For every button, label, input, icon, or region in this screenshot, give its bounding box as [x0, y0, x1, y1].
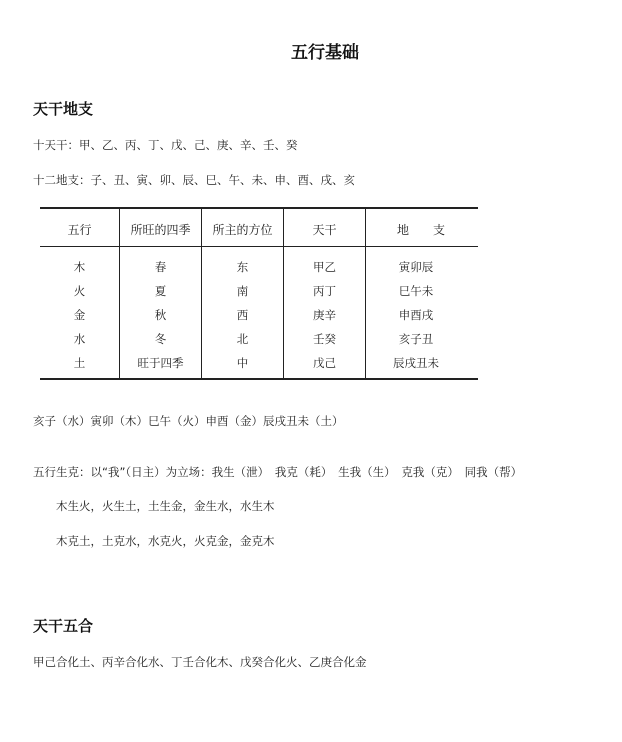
- table-cell: 巳午未: [398, 284, 434, 298]
- table-cell: 火: [73, 284, 86, 298]
- heading-tiangan-wuhe: 天干五合: [33, 617, 94, 635]
- heading-tiangan-dizhi: 天干地支: [33, 100, 94, 118]
- tiangan-line: 十天干：甲、乙、丙、丁、戊、己、庚、辛、壬、癸: [33, 138, 298, 152]
- table-cell: 金: [73, 308, 86, 322]
- table-top-rule: [40, 207, 478, 209]
- branch-elements-line: 亥子（水）寅卯（木）巳午（火）申酉（金）辰戌丑未（土）: [33, 414, 344, 428]
- table-cell: 西: [236, 308, 249, 322]
- table-cell: 水: [73, 332, 86, 346]
- table-header-tiangan: 天干: [312, 223, 337, 237]
- table-cell: 木: [73, 260, 86, 274]
- table-cell: 辰戌丑未: [393, 356, 439, 370]
- table-cell: 南: [236, 284, 249, 298]
- table-cell: 旺于四季: [137, 356, 184, 370]
- dizhi-line: 十二地支：子、丑、寅、卯、辰、巳、午、未、申、酉、戌、亥: [33, 173, 355, 187]
- table-cell: 亥子丑: [398, 332, 434, 346]
- table-header-rule: [40, 246, 478, 247]
- table-cell: 北: [236, 332, 249, 346]
- sheng-cycle-line: 木生火，火生土，土生金，金生水，水生木: [56, 499, 275, 513]
- table-cell: 中: [236, 356, 249, 370]
- table-cell: 冬: [154, 332, 167, 346]
- shengke-intro: 五行生克：以“我”（日主）为立场：我生（泄） 我克（耗） 生我（生） 克我（克） 同我（帮）: [33, 465, 523, 479]
- ke-cycle-line: 木克土，土克水，水克火，火克金，金克木: [56, 534, 275, 548]
- table-header-direction: 所主的方位: [212, 223, 273, 237]
- table-header-season: 所旺的四季: [130, 223, 191, 237]
- table-cell: 秋: [154, 308, 167, 322]
- table-header-wuxing: 五行: [67, 223, 92, 237]
- table-cell: 申酉戌: [398, 308, 434, 322]
- table-header-dizhi: 地 支: [396, 223, 445, 237]
- table-bottom-rule: [40, 378, 478, 380]
- table-cell: 戊己: [313, 356, 336, 370]
- table-cell: 土: [73, 356, 86, 370]
- table-cell: 春: [154, 260, 167, 274]
- wuxing-table: [38, 205, 480, 381]
- table-cell: 东: [236, 260, 249, 274]
- table-cell: 壬癸: [313, 332, 336, 346]
- table-cell: 甲乙: [313, 260, 336, 274]
- table-cell: 夏: [154, 284, 167, 298]
- table-cell: 丙丁: [313, 284, 336, 298]
- table-cell: 寅卯辰: [398, 260, 434, 274]
- wuhe-line: 甲己合化土、丙辛合化水、丁壬合化木、戊癸合化火、乙庚合化金: [33, 655, 367, 669]
- table-cell: 庚辛: [313, 308, 336, 322]
- page-title: 五行基础: [291, 43, 359, 63]
